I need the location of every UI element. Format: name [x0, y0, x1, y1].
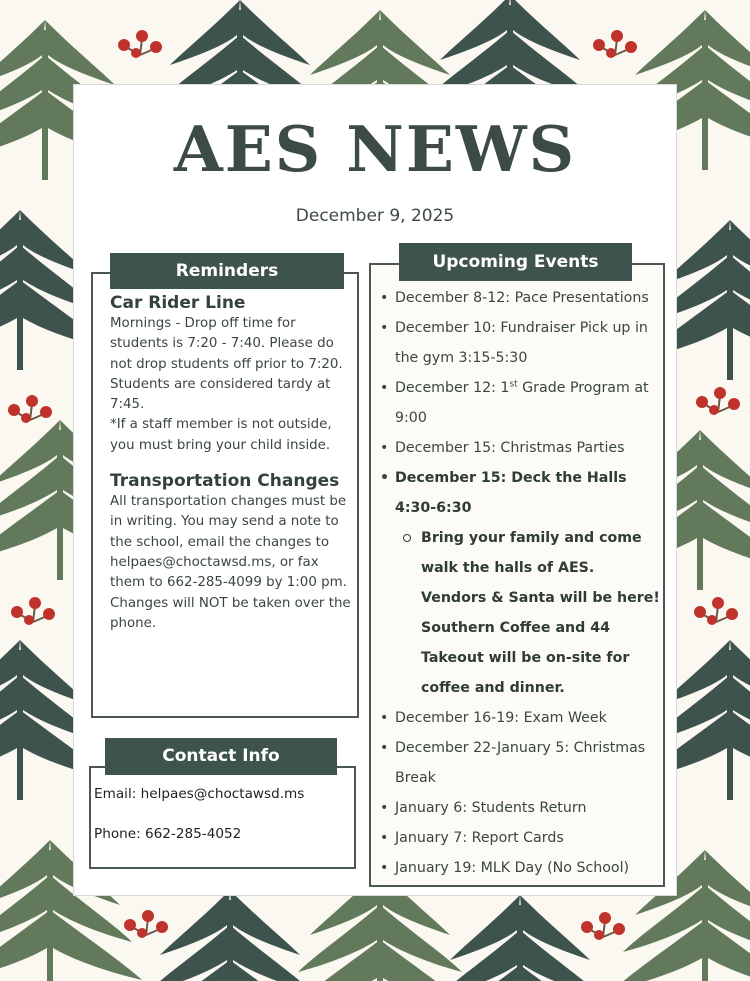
list-item: • January 19: MLK Day (No School): [380, 853, 662, 883]
list-item: • December 15: Christmas Parties: [380, 433, 662, 463]
pine-tree-icon: [138, 890, 322, 981]
contact-heading: Contact Info: [105, 738, 337, 775]
berries-icon: [11, 597, 55, 625]
transportation-title: Transportation Changes: [110, 471, 340, 492]
list-item: • December 12: 1st Grade Program at 9:00: [380, 373, 662, 433]
berries-icon: [696, 387, 740, 415]
list-item: • January 7: Report Cards: [380, 823, 662, 853]
contact-phone: Phone: 662-285-4052: [94, 826, 242, 842]
reminders-heading: Reminders: [110, 253, 344, 289]
berries-icon: [581, 912, 625, 940]
berries-icon: [593, 30, 637, 58]
reminders-content: [110, 292, 352, 634]
contact-email: Email: helpaes@choctawsd.ms: [94, 786, 305, 802]
list-item: • January 6: Students Return: [380, 793, 662, 823]
list-item: • December 16-19: Exam Week: [380, 703, 662, 733]
events-list: [380, 283, 662, 883]
list-item: • December 22-January 5: Christmas Break: [380, 733, 662, 793]
events-heading: Upcoming Events: [399, 243, 632, 281]
car-rider-text: Mornings - Drop off time for students is 7:20 - 7:40. Please do not drop students off prior to 7:20. Students are considered tardy at 7:45. *If a staff member is not outside, you must bring your child inside.: [110, 316, 343, 453]
transportation-text: All transportation changes must be in writing. You may send a note to the school, email the changes to helpaes@choctawsd.ms, or fax them to 662-285-4099 by 1:00 pm. Changes will NOT be taken over the phone.: [110, 494, 351, 631]
newsletter-title: AES NEWS: [173, 112, 577, 186]
contact-content: [94, 784, 352, 844]
list-item: • December 8-12: Pace Presentations: [380, 283, 662, 313]
berries-icon: [124, 910, 168, 938]
berries-icon: [694, 597, 738, 625]
berries-icon: [118, 30, 162, 58]
newsletter-date: December 9, 2025: [295, 206, 455, 226]
list-item: • December 15: Deck the Halls 4:30-6:30: [380, 463, 662, 523]
list-item: • December 10: Fundraiser Pick up in the gym 3:15-5:30: [380, 313, 662, 373]
car-rider-title: Car Rider Line: [110, 293, 246, 313]
berries-icon: [8, 395, 52, 423]
list-subitem: Bring your family and come walk the halls of AES. Vendors & Santa will be here! Southern Coffee and 44 Takeout will be on-site for coffee and dinner.: [380, 523, 662, 703]
